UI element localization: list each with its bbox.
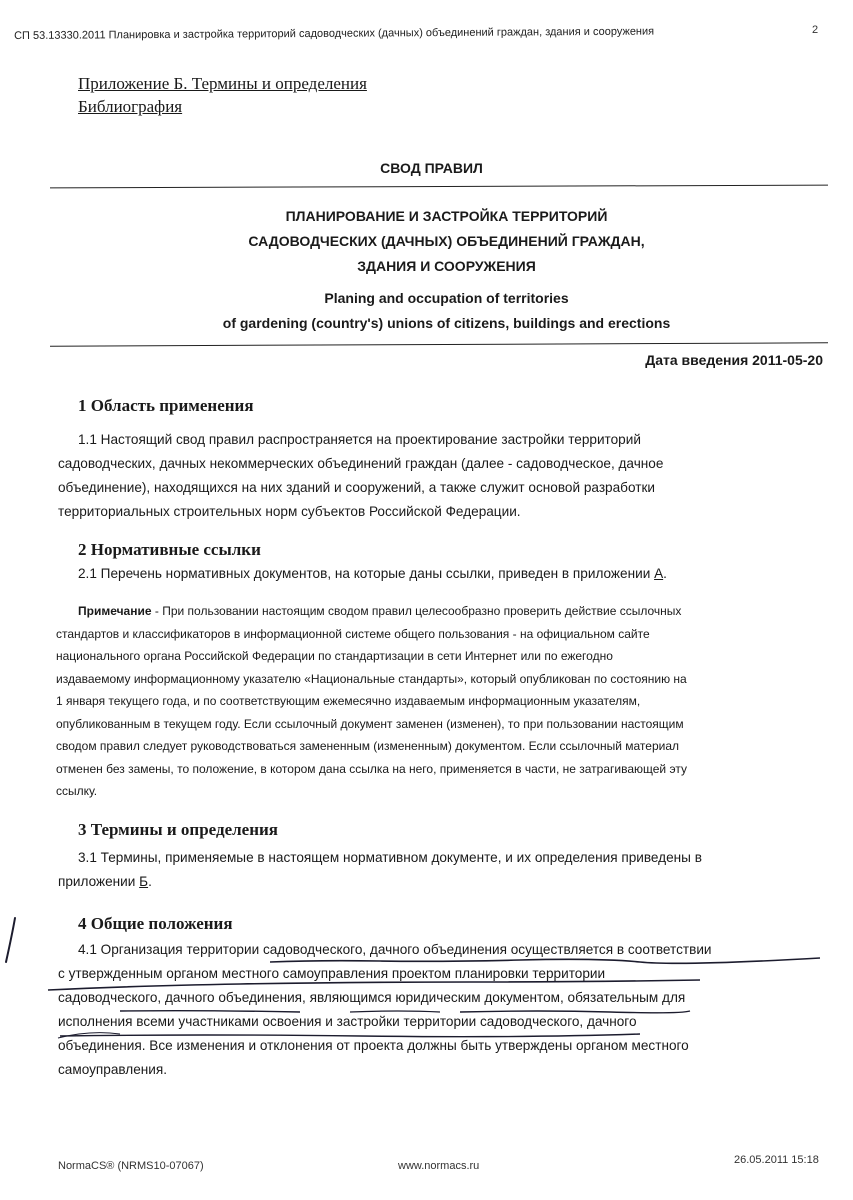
footer-website[interactable]: www.normacs.ru [398,1160,480,1172]
underline-stroke [48,980,700,990]
note-line: национального органа Российской Федерации по стандартизации в сети Интернет или по ежегодно [56,649,613,663]
section-4-heading: 4 Общие положения [78,914,233,933]
note-line: отменен без замены, то положение, в котором дана ссылка на него, применяется в части, не затрагивающей эту [56,761,687,776]
paragraph-end: . [663,566,667,581]
running-header: СП 53.13330.2011 Планировка и застройка территорий садоводческих (дачных) объединений граждан, здания и сооружения [14,25,655,42]
note-line: опубликованным в текущем году. Если ссылочный документ заменен (изменен), то при пользовании настоящим [56,716,684,731]
underline-stroke [270,958,820,963]
text-end: . [148,874,152,889]
title-ru-line: ЗДАНИЯ И СООРУЖЕНИЯ [357,258,536,274]
text-line: объединения. Все изменения и отклонения от проекта должны быть утверждены органом местного [58,1038,689,1053]
paragraph-text: 2.1 Перечень нормативных документов, на которые даны ссылки, приведен в приложении [78,566,655,581]
footer-timestamp: 26.05.2011 15:18 [734,1154,819,1166]
underline-stroke [120,1011,300,1012]
note-line: ссылку. [56,784,98,798]
document-type: СВОД ПРАВИЛ [380,160,483,176]
text-line: садоводческих, дачных некоммерческих объединений граждан (далее - садоводческое, дачное [58,456,664,471]
footer-license: NormaCS® (NRMS10-07067) [58,1160,204,1172]
text-line: садоводческого, дачного объединения, являющимся юридическим документом, обязательным для [58,990,686,1005]
title-ru-line: ПЛАНИРОВАНИЕ И ЗАСТРОЙКА ТЕРРИТОРИЙ [285,208,608,224]
text-line: территориальных строительных норм субъектов Российской Федерации. [58,504,521,519]
section-2-heading: 2 Нормативные ссылки [78,540,261,559]
section-3-heading: 3 Термины и определения [78,820,279,839]
note-text: - При пользовании настоящим сводом правил целесообразно проверить действие ссылочных [151,604,682,618]
page-number: 2 [812,24,819,36]
text-line: приложении [58,874,140,889]
effective-date: Дата введения 2011-05-20 [645,352,823,368]
note-label: Примечание [78,604,152,618]
underline-stroke [60,1034,640,1037]
appendix-a-link[interactable]: А [654,566,664,581]
text-line: исполнения всеми участниками освоения и застройки территории садоводческого, дачного [58,1014,637,1029]
text-line: самоуправления. [58,1062,168,1077]
title-ru-line: САДОВОДЧЕСКИХ (ДАЧНЫХ) ОБЪЕДИНЕНИЙ ГРАЖДАН, [248,233,645,249]
appendix-b-link[interactable]: Б [139,874,149,889]
margin-pen-stroke [6,918,15,962]
text-line: 1.1 Настоящий свод правил распространяется на проектирование застройки территорий [78,432,641,447]
text-line: с утвержденным органом местного самоуправления проектом планировки территории [58,966,606,981]
title-en-line: of gardening (country's) unions of citizens, buildings and erections [222,315,671,331]
toc-item-appendix-b[interactable]: Приложение Б. Термины и определения [78,74,367,93]
text-line: объединение), находящихся на них зданий и сооружений, а также служит основой разработки [58,480,655,495]
text-line: 3.1 Термины, применяемые в настоящем нормативном документе, и их определения приведены в [78,850,702,865]
title-en-line: Planing and occupation of territories [324,290,569,306]
note-line: издаваемому информационному указателю «Национальные стандарты», который опубликован по состоянию на [56,671,687,686]
section-1-heading: 1 Область применения [78,396,254,415]
note-line: 1 января текущего года, и по соответствующим ежемесячно издаваемым информационным указателям, [56,694,641,708]
note-line: стандартов и классификаторов в информационной системе общего пользования - на официальном сайте [56,626,650,641]
toc-item-bibliography[interactable]: Библиография [78,97,183,116]
note-line: сводом правил следует руководствоваться замененным (измененным) документом. Если ссылочный материал [56,739,679,753]
text-line: 4.1 Организация территории садоводческого, дачного объединения осуществляется в соответствии [78,942,712,957]
underline-stroke [460,1011,690,1013]
underline-stroke [350,1011,440,1012]
